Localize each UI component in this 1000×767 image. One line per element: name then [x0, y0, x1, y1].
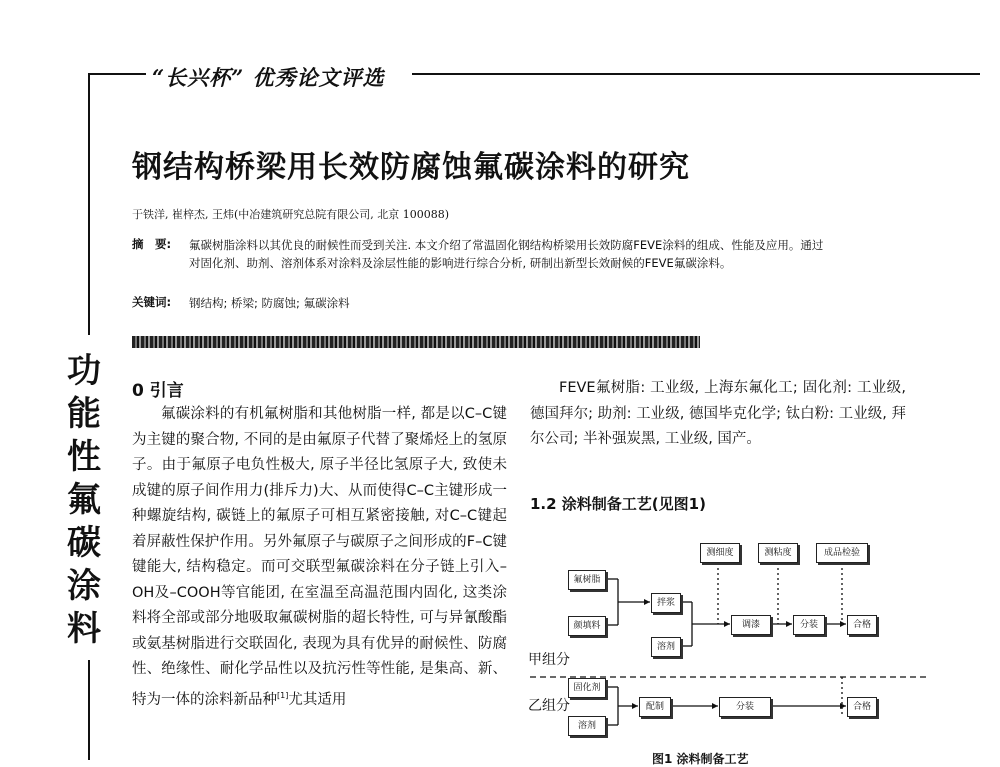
box-fluororesin: 氟树脂	[568, 570, 606, 590]
box-mix: 拌浆	[651, 593, 681, 613]
margin-rule-top	[88, 73, 90, 335]
header-rule-right	[412, 73, 980, 75]
side-char: 能	[67, 394, 101, 434]
box-solvent-a: 溶剂	[651, 637, 681, 657]
keywords-label: 关键词:	[132, 295, 172, 309]
intro-tail: 尤其适用	[288, 691, 347, 708]
box-pigment-filler: 颜填料	[568, 616, 606, 636]
side-char: 功	[67, 351, 101, 391]
side-char: 涂	[67, 566, 101, 606]
materials-paragraph: FEVE氟树脂: 工业级, 上海东氟化工; 固化剂: 工业级, 德国拜尔; 助剂: 工业级, 德国毕克化学; 钛白粉: 工业级, 拜尔公司; 半补强炭黑, 工业级, 国产。	[530, 380, 906, 447]
box-viscosity: 测粘度	[758, 543, 798, 563]
component-a-label: 甲组分	[528, 652, 570, 668]
box-fineness: 测细度	[700, 543, 740, 563]
side-char: 性	[67, 437, 101, 477]
box-qualified-a: 合格	[847, 615, 877, 635]
side-char: 碳	[67, 523, 101, 563]
section-heading: 0 引言	[132, 381, 184, 401]
margin-rule-bottom	[88, 660, 90, 760]
intro-text: 氟碳涂料的有机氟树脂和其他树脂一样, 都是以C–C键为主键的聚合物, 不同的是由氟原子代替了聚烯烃上的氢原子。由于氟原子电负性极大, 原子半径比氢原子大, 致使未成键的原子间作用力(排斥力)大、从而使得C–C主键形成一种螺旋结构, 碳链上的氟原子可相互紧密接触, 对C–C键起着屏蔽性保护作用。另外氟原子与碳原子之间形成的F–C键键能大, 结构稳定。而可交联型氟碳涂料在分子链上引入–OH及–COOH等官能团, 在室温至高温范围内固化, 这类涂料将全部或部分地吸取氟碳树脂的超长特性, 可与异氰酸酯或氨基树脂进行交联固化, 表现为具有优异的耐候性、防腐性、绝缘性、耐化学品性以及抗污性等性能, 是集高、新、特为一体的涂料新品种	[132, 406, 507, 708]
intro-paragraph	[132, 402, 507, 713]
component-b-label: 乙组分	[528, 698, 570, 714]
side-char: 料	[67, 609, 101, 649]
keywords-text: 钢结构; 桥梁; 防腐蚀; 氟碳涂料	[189, 296, 350, 310]
figure-caption: 图1 涂料制备工艺	[652, 752, 749, 766]
process-figure	[520, 525, 940, 766]
decorative-band	[132, 336, 700, 348]
side-char: 氟	[67, 480, 101, 520]
article-title: 钢结构桥梁用长效防腐蚀氟碳涂料的研究	[132, 150, 690, 185]
abstract-text: 氟碳树脂涂料以其优良的耐候性而受到关注. 本文介绍了常温固化钢结构桥梁用长效防腐FEVE涂料的组成、性能及应用。通过对固化剂、助剂、溶剂体系对涂料及涂层性能的影响进行综合分析, 研制出新型长效耐候的FEVE氟碳涂料。	[189, 238, 824, 270]
box-package-a: 分装	[793, 615, 825, 635]
series-title: “长兴杯” 优秀论文评选	[146, 62, 390, 92]
header-rule-left	[88, 73, 148, 75]
authors: 于铁洋, 崔梓杰, 王炜(中冶建筑研究总院有限公司, 北京 100088)	[132, 208, 450, 221]
box-curing-agent: 固化剂	[568, 678, 606, 698]
box-package-b: 分装	[719, 697, 771, 717]
abstract-label: 摘 要:	[132, 237, 172, 251]
box-prepare: 配制	[639, 697, 671, 717]
box-product-test: 成品检验	[816, 543, 868, 563]
box-solvent-b: 溶剂	[568, 716, 606, 736]
box-qualified-b: 合格	[847, 697, 877, 717]
box-adjust: 调漆	[731, 615, 771, 635]
citation-ref: [1]	[277, 690, 289, 700]
side-title	[66, 350, 102, 651]
subsection-heading: 1.2 涂料制备工艺(见图1)	[530, 495, 706, 513]
